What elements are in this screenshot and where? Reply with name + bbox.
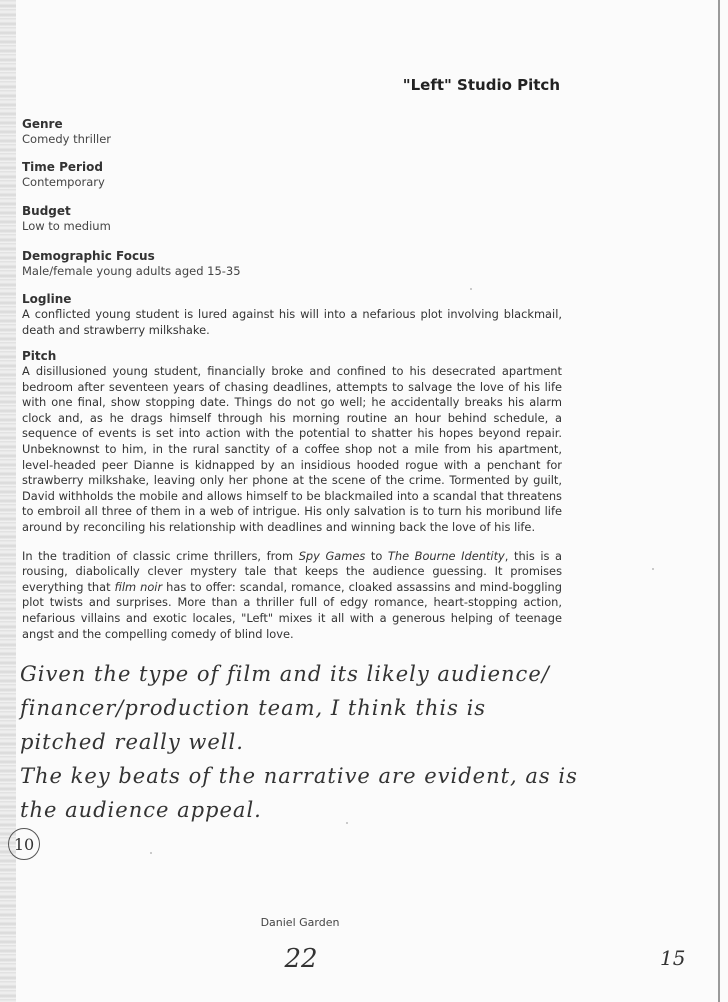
comment-line-2: financer/production team, I think this is	[20, 696, 487, 720]
pitch-p2-bourne-identity: The Bourne Identity	[387, 548, 505, 563]
genre-section	[22, 117, 562, 147]
handwritten-page-number: 22	[284, 944, 318, 974]
time-period-label: Time Period	[22, 160, 103, 174]
comment-line-5: the audience appeal.	[20, 798, 262, 822]
page-edge-line	[718, 0, 720, 1002]
pitch-section	[22, 349, 562, 642]
pitch-p2-spy-games: Spy Games	[298, 548, 366, 563]
logline-section	[22, 292, 562, 338]
demographic-section	[22, 249, 562, 279]
comment-line-4: The key beats of the narrative are evident, as is	[20, 764, 578, 788]
genre-label: Genre	[22, 117, 63, 131]
grade-circle: 10	[8, 828, 40, 860]
scan-speck	[150, 852, 152, 854]
budget-label: Budget	[22, 204, 71, 218]
pitch-p2-part-c: , this is a rousing, diabolically clever mystery tale that keeps the audience guessing. It promises everything that	[22, 548, 562, 594]
scan-speck	[346, 822, 348, 824]
pitch-p2-part-d: has to offer: scandal, romance, cloaked assassins and mind-boggling plot twists and surprises. More than a thriller full of edgy romance, heart-stopping action, nefarious villains and exotic locales, "Left" mixes it all with a generous helping of teenage angst and the compelling comedy of blind love.	[22, 579, 562, 641]
corner-page-number: 15	[660, 946, 686, 970]
pitch-paragraph-2	[22, 549, 562, 643]
scan-speck	[652, 568, 654, 570]
comment-line-3: pitched really well.	[20, 730, 244, 754]
pitch-paragraph-1: A disillusioned young student, financially broke and confined to his desecrated apartment bedroom after seventeen years of chasing deadlines, attempts to salvage the love of his life with one final, show stopping date. Things do not go well; he accidentally breaks his alarm clock and, as he drags himself through his morning routine an hour behind schedule, a sequence of events is set into action with the potential to shatter his hopes beyond repair. Unbeknownst to him, in the rural sanctity of a coffee shop not a mile from his apartment, level-headed peer Dianne is kidnapped by an insidious hooded rogue with a penchant for strawberry milkshake, leaving only her phone at the scene of the crime. Tormented by guilt, David withholds the mobile and allows himself to be blackmailed into a scandal that threatens to embroil all three of them in a web of intrigue. His only salvation is to turn his moribund life around by reconciling his relationship with deadlines and winning back the love of his life.	[22, 364, 562, 534]
logline-text: A conflicted young student is lured against his will into a nefarious plot involving blackmail, death and strawberry milkshake.	[22, 307, 562, 337]
pitch-p2-part-a: In the tradition of classic crime thrillers, from	[22, 548, 299, 563]
budget-section	[22, 204, 562, 234]
time-period-value: Contemporary	[22, 175, 105, 189]
demographic-label: Demographic Focus	[22, 249, 155, 263]
time-period-section	[22, 160, 562, 190]
demographic-value: Male/female young adults aged 15-35	[22, 264, 241, 278]
comment-line-1: Given the type of film and its likely audience/	[20, 662, 550, 686]
author-name: Daniel Garden	[260, 916, 340, 929]
pitch-label: Pitch	[22, 349, 57, 363]
pitch-p2-film-noir: film noir	[114, 579, 163, 594]
scan-speck	[470, 288, 472, 290]
pitch-p2-part-b: to	[365, 548, 388, 563]
page-title: "Left" Studio Pitch	[402, 76, 560, 94]
genre-value: Comedy thriller	[22, 132, 112, 146]
logline-label: Logline	[22, 292, 72, 306]
budget-value: Low to medium	[22, 219, 111, 233]
